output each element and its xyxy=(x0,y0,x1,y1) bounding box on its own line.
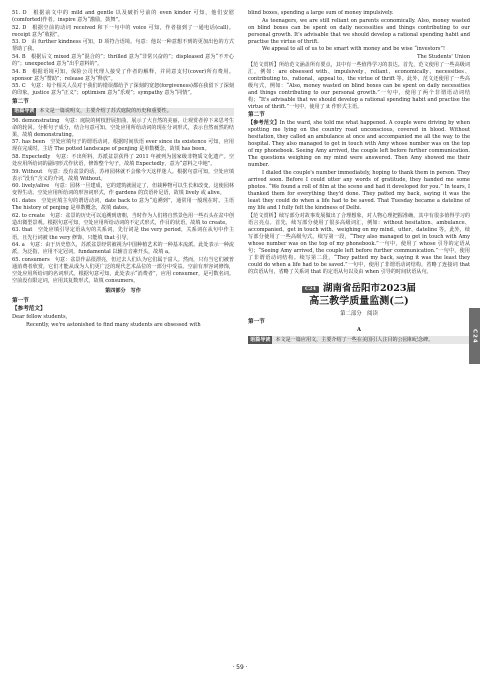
exam-header xyxy=(248,283,470,318)
answer-58: 58. Expectedly 句意：不出所料，苏派盆景获得了 2011 年被列为国家级非物质文化遗产。空处应用所给词的副词形式作状语，修饰整个句子，故填 Expectedly，意为“意料之中地”。 xyxy=(12,154,234,168)
letter-paragraph: Recently, we're astonished to find many students are obsessed with xyxy=(26,321,201,328)
answer-57: 57. has been 空处应填句子的谓语动词。根据时间状语 ever since its existence 可知，应用现在完成时。主语 The potted landscape of penjing 是单数概念，故填 has been。 xyxy=(12,139,234,153)
exam-subtitle: 高三教学质量监测(二) xyxy=(309,296,409,308)
letter-paragraph: We appeal to all of us to be smart with money and be wise “investors”! xyxy=(262,46,446,53)
left-column xyxy=(12,10,234,329)
letter-paragraph: As teenagers, we are still reliant on parents economically. Also, money wasted on blind boxes can be spent on daily necessities and things contributing to our personal growth. It's advisable that we should develop a rational spending habit and practise the virtue of thrift. xyxy=(248,17,470,45)
answer-51: 51. D 根据前文中的 mild and gentle 以及破折号前的 even kinder 可知，他们安慰(comforted)作者。inspire 意为“激励，鼓舞”。 xyxy=(12,10,234,24)
page-number: · 59 · xyxy=(232,664,248,671)
reading-guide-tag: 语篇导读 xyxy=(14,108,35,115)
reading-guide-tag: 语篇导读 xyxy=(250,336,271,343)
reference-heading: 【参考范文】 xyxy=(248,120,280,127)
answer-54b: 54. B 根据语境可知，保险公司代理人接受了作者的解释，并同意支付(cover)所有费用。sponsor 意为“赞助”；release 意为“释放”。 xyxy=(12,68,234,82)
reference-heading: 【参考范文】 xyxy=(12,306,46,313)
story-text: In the ward, she told me what happened. A couple were driving by when spotting me lying on the country road unconscious, covered in blood. Without hesitation, they called an ambulance at once and accompanied me all the way to the hospital. They also managed to get in touch with Amy whose number was on the top of my phonebook. Seeing Amy arrived, the couple left before further communication. The questions weighing on my mind were answered. Then Amy showed me their number. xyxy=(248,120,470,169)
letter-paragraph: blind boxes, spending a large sum of money impulsively. xyxy=(248,10,394,16)
exam-title: 湖南省岳阳市2023届 xyxy=(322,283,416,295)
model-commentary: 【范文赏析】续写部分对故事发展做出了合理想象，对人物心理把握准确，其中有很多值得学习的语言亮点。首先，续写部分使用了很多高级词汇，例如：without hesitation、ambulance、accompanied、get in touch with、weighing on my mind、utter、dateline 等。此外，续写部分使用了一些高级句式。续写第一段，“They also managed to get in touch with Amy whose number was on the top of my phonebook.”一句中，使用了 whose 引导的定语从句；“Seeing Amy arrived, the couple left before further communication.”一句中，使用了非谓语动词结构。续写第二段，“They patted my back, saying it was the least they could do when a life had to be saved.”一句中，使用了非谓语动词结构，省略了连接词 that 的宾语从句，省略了关系词 that 的定语从句以及由 when 引导的时间状语从句。 xyxy=(248,212,470,276)
section-heading: 第一节 xyxy=(248,319,265,326)
answer-62: 62. to create 句意：盆景的历史可以追溯到唐朝，当时作为人们将自然景色用一些石头在盆中创造出微型景观。根据句意可知，空处应用所给动词的不定式形式，作目的状语，故填 to create。 xyxy=(12,212,234,226)
exam-code-badge: C24 xyxy=(302,286,319,293)
reading-guide-text: 本文是一篇说明文，主要介绍了苏式庭院的历史和重要性。 xyxy=(39,108,172,115)
reading-guide xyxy=(248,336,470,344)
part-heading: 第四部分 写作 xyxy=(105,288,141,295)
answer-54a: 54. B 根据后文 mixed 意为“混合的”；thrilled 意为“非常兴奋的”；displeased 意为“不开心的”；unexpected 意为“出乎意料的”。 xyxy=(12,54,234,68)
section-heading: 第二节 xyxy=(248,112,265,119)
section-heading: 第二节 xyxy=(12,98,29,105)
answer-63: 63. that 空处应填引导定语从句的关系词，先行词是 the very period，关系词在从句中作主语，且先行词被 the very 修饰，只能填 that 引导。 xyxy=(12,227,234,241)
model-commentary: 【范文赏析】所给范文涵盖所有要点，其中有一些值得学习的表达。首先，范文使用了一些高级词汇，例如：are obsessed with、impulsively、reliant、economically、necessities、contributing to、rational、appeal to、the virtue of thrift 等。此外，范文还使用了一些高级句式，例如：“Also, money wasted on blind boxes can be spent on daily necessities and things contributing to our personal growth.”一句中，使用了两个非谓语动词结构；“It's advisable that we should develop a rational spending habit and practise the virtue of thrift.”一句中，使用了 it 作形式主语。 xyxy=(248,61,470,110)
answer-55: 55. C 句意：每个相关人员对于我们的错误都给予了深刻的宽恕(forgiveness)都在我留下了深刻的印象。justice 意为“正义”；optimism 意为“乐观”；sympathy 意为“同情”。 xyxy=(12,83,234,97)
letter-signature: The Students' Union xyxy=(417,54,470,61)
exam-title-line xyxy=(248,283,470,295)
answer-56: 56. demonstrating 句意：庭院的树枝舒展扭曲，展示了大自然的美丽，让观赏者停下来思考生命的轮回。分析句子成分，结合句意可知，空处应用所给动词的现在分词形式，表示自然而然的结果，故填 demonstrating。 xyxy=(12,117,234,138)
reading-guide xyxy=(12,108,234,116)
answer-59: 59. Without 句意：没有盆景的话，苏州园林就不会像今天这样迷人。根据句意可知，空处应填表示“没有”含义的介词，故填 Without。 xyxy=(12,168,234,182)
reading-guide-text: 本文是一篇应用文，主要介绍了一些在美国引人注目的公园和纪念碑。 xyxy=(275,336,434,343)
answer-60: 60. lively/alive 句意：园林一旦建成，它的建筑就固定了，但栽种物可以生长和改变，这使园林变得生动。空处应用所给词的形容词形式，作 gardens 的宾语补足语，故填 lively 或 alive。 xyxy=(12,183,234,197)
story-paragraph xyxy=(248,120,470,169)
side-index-tab: C24 xyxy=(469,308,480,364)
right-column xyxy=(248,10,470,346)
section-heading: 第一节 xyxy=(12,298,29,305)
answer-61: 61. dates 空处应填主句的谓语动词，date back to 意为“追溯到”，通常用一般现在时。主语 The history of penjing 是单数概念，故填 dates。 xyxy=(12,198,234,212)
part-heading: 第二部分 阅读 xyxy=(340,311,378,318)
story-paragraph: I dialed the couple's number immediately, hoping to thank them in person. They arrived soon. Before I could utter any words of gratitude, they handed me some photos. “We found a roll of film at the scene and had it developed for you.” In tears, I thanked them for everything they'd done. They patted my back, saying it was the least they could do when a life had to be saved. That Tuesday became a dateline of my life and I fully felt the kindness of Delhi. xyxy=(248,170,470,212)
passage-label: A xyxy=(357,327,361,334)
answer-53: 53. D 由 further kindness 可知，D 项符合语境。句意：他以一种意想不到的更加出色的方式帮助了我。 xyxy=(12,39,234,53)
answer-65: 65. consumers 句意：盆景作品很漂亮，但过去人们认为它们属于富人。然而，只有当它们被普通消费者欣赏，它们才能从成为人们更广泛的现代艺术品位的一部分中受益。空前有形容词修饰，空处应用所给词的名词形式。根据句意可知，此处表示“消费者”，应用 consumer，是可数名词。空前没有限定词，应用其复数形式，故填 consumers。 xyxy=(12,256,234,284)
letter-greeting: Dear fellow students, xyxy=(12,314,68,321)
answer-52: 52. D 根据空前的动词 received 和下一句中的 voice 可知，作者接到了一通电话(call)。receipt 意为“收据”。 xyxy=(12,24,234,38)
answer-64: 64. a 句意：由于历史悠久，苏派盆景经常被视为中国种植艺术的一种基本流派。此处表示一种流派，为泛指，应用不定冠词。fundamental 以辅音音素开头，故填 a。 xyxy=(12,242,234,256)
